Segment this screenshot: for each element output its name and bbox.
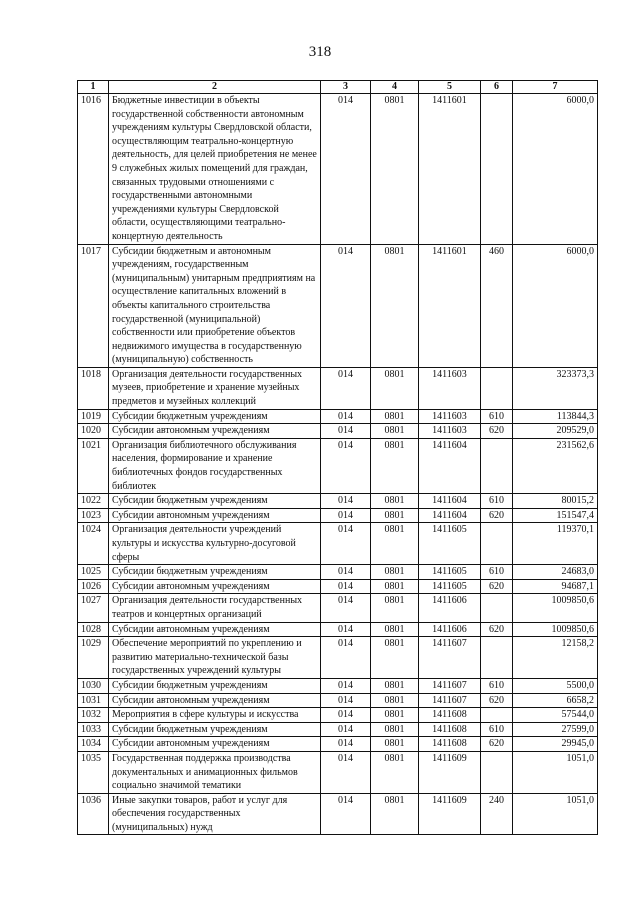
section-code-cell: 0801	[371, 637, 419, 679]
target-article-cell: 1411607	[419, 637, 481, 679]
amount-cell: 119370,1	[513, 523, 598, 565]
amount-cell: 80015,2	[513, 494, 598, 509]
column-header: 3	[321, 81, 371, 94]
expense-type-cell: 610	[481, 678, 513, 693]
expense-type-cell: 610	[481, 409, 513, 424]
row-number-cell: 1016	[78, 94, 109, 245]
row-number-cell: 1031	[78, 693, 109, 708]
ministry-code-cell: 014	[321, 693, 371, 708]
row-name-cell: Субсидии бюджетным и автономным учреждениям, государственным (муниципальным) унитарным предприятиям на осуществление капитальных вложений в объекты капитального строительства государственной (муниципальной) собственности или приобретение объектов недвижимого имущества в государственную (муниципальную) собственность	[109, 244, 321, 367]
amount-cell: 29945,0	[513, 737, 598, 752]
section-code-cell: 0801	[371, 94, 419, 245]
target-article-cell: 1411605	[419, 565, 481, 580]
section-code-cell: 0801	[371, 678, 419, 693]
section-code-cell: 0801	[371, 508, 419, 523]
expense-type-cell: 620	[481, 622, 513, 637]
row-number-cell: 1035	[78, 751, 109, 793]
row-number-cell: 1021	[78, 438, 109, 493]
ministry-code-cell: 014	[321, 244, 371, 367]
row-name-cell: Субсидии бюджетным учреждениям	[109, 409, 321, 424]
target-article-cell: 1411605	[419, 523, 481, 565]
amount-cell: 151547,4	[513, 508, 598, 523]
row-name-cell: Бюджетные инвестиции в объекты государственной собственности автономным учреждениям культуры Свердловской области, осуществляющим театрально-концертную деятельность, для целей приобретения не менее 9 служебных жилых помещений для граждан, связанных трудовыми отношениями с государственными автономными учреждениями культуры Свердловской области, осуществляющими театрально-концертную деятельность	[109, 94, 321, 245]
table-row	[78, 494, 598, 509]
row-name-cell: Субсидии бюджетным учреждениям	[109, 565, 321, 580]
expense-type-cell: 610	[481, 494, 513, 509]
section-code-cell: 0801	[371, 722, 419, 737]
row-number-cell: 1018	[78, 367, 109, 409]
table-row	[78, 722, 598, 737]
row-number-cell: 1022	[78, 494, 109, 509]
budget-table	[77, 80, 598, 835]
amount-cell: 94687,1	[513, 579, 598, 594]
target-article-cell: 1411604	[419, 438, 481, 493]
target-article-cell: 1411606	[419, 622, 481, 637]
amount-cell: 323373,3	[513, 367, 598, 409]
row-name-cell: Организация деятельности государственных театров и концертных организаций	[109, 594, 321, 622]
row-number-cell: 1019	[78, 409, 109, 424]
table-row	[78, 622, 598, 637]
row-name-cell: Организация деятельности государственных музеев, приобретение и хранение музейных предметов и музейных коллекций	[109, 367, 321, 409]
expense-type-cell: 620	[481, 508, 513, 523]
table-row	[78, 637, 598, 679]
target-article-cell: 1411603	[419, 367, 481, 409]
amount-cell: 6000,0	[513, 94, 598, 245]
row-number-cell: 1023	[78, 508, 109, 523]
amount-cell: 1051,0	[513, 793, 598, 835]
ministry-code-cell: 014	[321, 637, 371, 679]
table-header-row	[78, 81, 598, 94]
table-row	[78, 508, 598, 523]
section-code-cell: 0801	[371, 594, 419, 622]
expense-type-cell: 460	[481, 244, 513, 367]
target-article-cell: 1411604	[419, 508, 481, 523]
ministry-code-cell: 014	[321, 594, 371, 622]
table-row	[78, 793, 598, 835]
section-code-cell: 0801	[371, 622, 419, 637]
table-row	[78, 523, 598, 565]
ministry-code-cell: 014	[321, 793, 371, 835]
table-row	[78, 94, 598, 245]
row-name-cell: Мероприятия в сфере культуры и искусства	[109, 708, 321, 723]
amount-cell: 27599,0	[513, 722, 598, 737]
ministry-code-cell: 014	[321, 367, 371, 409]
ministry-code-cell: 014	[321, 494, 371, 509]
amount-cell: 231562,6	[513, 438, 598, 493]
expense-type-cell: 610	[481, 565, 513, 580]
ministry-code-cell: 014	[321, 438, 371, 493]
amount-cell: 12158,2	[513, 637, 598, 679]
table-row	[78, 438, 598, 493]
target-article-cell: 1411604	[419, 494, 481, 509]
row-name-cell: Субсидии бюджетным учреждениям	[109, 494, 321, 509]
target-article-cell: 1411605	[419, 579, 481, 594]
column-header: 4	[371, 81, 419, 94]
section-code-cell: 0801	[371, 751, 419, 793]
column-header: 1	[78, 81, 109, 94]
expense-type-cell	[481, 94, 513, 245]
amount-cell: 209529,0	[513, 424, 598, 439]
ministry-code-cell: 014	[321, 94, 371, 245]
amount-cell: 57544,0	[513, 708, 598, 723]
table-row	[78, 678, 598, 693]
section-code-cell: 0801	[371, 693, 419, 708]
table-row	[78, 244, 598, 367]
ministry-code-cell: 014	[321, 424, 371, 439]
row-number-cell: 1034	[78, 737, 109, 752]
ministry-code-cell: 014	[321, 622, 371, 637]
amount-cell: 24683,0	[513, 565, 598, 580]
column-header: 2	[109, 81, 321, 94]
table-row	[78, 751, 598, 793]
column-header: 5	[419, 81, 481, 94]
row-name-cell: Субсидии бюджетным учреждениям	[109, 722, 321, 737]
expense-type-cell: 610	[481, 722, 513, 737]
row-number-cell: 1026	[78, 579, 109, 594]
amount-cell: 6000,0	[513, 244, 598, 367]
table-row	[78, 367, 598, 409]
section-code-cell: 0801	[371, 565, 419, 580]
target-article-cell: 1411608	[419, 708, 481, 723]
row-name-cell: Иные закупки товаров, работ и услуг для обеспечения государственных (муниципальных) нужд	[109, 793, 321, 835]
row-number-cell: 1028	[78, 622, 109, 637]
target-article-cell: 1411601	[419, 94, 481, 245]
section-code-cell: 0801	[371, 523, 419, 565]
expense-type-cell: 620	[481, 424, 513, 439]
row-number-cell: 1020	[78, 424, 109, 439]
amount-cell: 1009850,6	[513, 594, 598, 622]
column-header: 7	[513, 81, 598, 94]
expense-type-cell	[481, 708, 513, 723]
table-row	[78, 565, 598, 580]
expense-type-cell	[481, 594, 513, 622]
table-body	[78, 94, 598, 835]
row-number-cell: 1032	[78, 708, 109, 723]
row-number-cell: 1030	[78, 678, 109, 693]
row-number-cell: 1033	[78, 722, 109, 737]
expense-type-cell	[481, 523, 513, 565]
target-article-cell: 1411607	[419, 678, 481, 693]
expense-type-cell: 240	[481, 793, 513, 835]
target-article-cell: 1411603	[419, 409, 481, 424]
ministry-code-cell: 014	[321, 409, 371, 424]
table-row	[78, 409, 598, 424]
table-row	[78, 693, 598, 708]
target-article-cell: 1411607	[419, 693, 481, 708]
row-name-cell: Организация деятельности учреждений культуры и искусства культурно-досуговой сферы	[109, 523, 321, 565]
row-number-cell: 1017	[78, 244, 109, 367]
amount-cell: 6658,2	[513, 693, 598, 708]
section-code-cell: 0801	[371, 579, 419, 594]
table-row	[78, 737, 598, 752]
row-name-cell: Субсидии автономным учреждениям	[109, 693, 321, 708]
page-number: 318	[308, 44, 332, 60]
target-article-cell: 1411609	[419, 793, 481, 835]
expense-type-cell	[481, 637, 513, 679]
row-name-cell: Субсидии автономным учреждениям	[109, 424, 321, 439]
section-code-cell: 0801	[371, 438, 419, 493]
column-header: 6	[481, 81, 513, 94]
target-article-cell: 1411608	[419, 722, 481, 737]
target-article-cell: 1411601	[419, 244, 481, 367]
section-code-cell: 0801	[371, 367, 419, 409]
target-article-cell: 1411603	[419, 424, 481, 439]
section-code-cell: 0801	[371, 793, 419, 835]
row-number-cell: 1036	[78, 793, 109, 835]
ministry-code-cell: 014	[321, 751, 371, 793]
target-article-cell: 1411606	[419, 594, 481, 622]
expense-type-cell: 620	[481, 737, 513, 752]
ministry-code-cell: 014	[321, 508, 371, 523]
section-code-cell: 0801	[371, 409, 419, 424]
section-code-cell: 0801	[371, 424, 419, 439]
table-row	[78, 424, 598, 439]
target-article-cell: 1411609	[419, 751, 481, 793]
section-code-cell: 0801	[371, 494, 419, 509]
expense-type-cell: 620	[481, 579, 513, 594]
ministry-code-cell: 014	[321, 722, 371, 737]
expense-type-cell	[481, 438, 513, 493]
amount-cell: 1009850,6	[513, 622, 598, 637]
row-number-cell: 1024	[78, 523, 109, 565]
row-name-cell: Организация библиотечного обслуживания населения, формирование и хранение библиотечных фондов государственных библиотек	[109, 438, 321, 493]
row-number-cell: 1025	[78, 565, 109, 580]
amount-cell: 113844,3	[513, 409, 598, 424]
target-article-cell: 1411608	[419, 737, 481, 752]
section-code-cell: 0801	[371, 737, 419, 752]
expense-type-cell: 620	[481, 693, 513, 708]
expense-type-cell	[481, 367, 513, 409]
ministry-code-cell: 014	[321, 523, 371, 565]
amount-cell: 1051,0	[513, 751, 598, 793]
ministry-code-cell: 014	[321, 737, 371, 752]
row-name-cell: Субсидии бюджетным учреждениям	[109, 678, 321, 693]
row-name-cell: Субсидии автономным учреждениям	[109, 508, 321, 523]
section-code-cell: 0801	[371, 244, 419, 367]
expense-type-cell	[481, 751, 513, 793]
row-name-cell: Субсидии автономным учреждениям	[109, 622, 321, 637]
table-row	[78, 708, 598, 723]
table-row	[78, 579, 598, 594]
ministry-code-cell: 014	[321, 565, 371, 580]
section-code-cell: 0801	[371, 708, 419, 723]
table-row	[78, 594, 598, 622]
ministry-code-cell: 014	[321, 708, 371, 723]
ministry-code-cell: 014	[321, 678, 371, 693]
row-name-cell: Государственная поддержка производства документальных и анимационных фильмов социально значимой тематики	[109, 751, 321, 793]
row-name-cell: Субсидии автономным учреждениям	[109, 737, 321, 752]
row-name-cell: Обеспечение мероприятий по укреплению и развитию материально-технической базы государственных учреждений культуры	[109, 637, 321, 679]
row-number-cell: 1027	[78, 594, 109, 622]
amount-cell: 5500,0	[513, 678, 598, 693]
ministry-code-cell: 014	[321, 579, 371, 594]
row-number-cell: 1029	[78, 637, 109, 679]
row-name-cell: Субсидии автономным учреждениям	[109, 579, 321, 594]
